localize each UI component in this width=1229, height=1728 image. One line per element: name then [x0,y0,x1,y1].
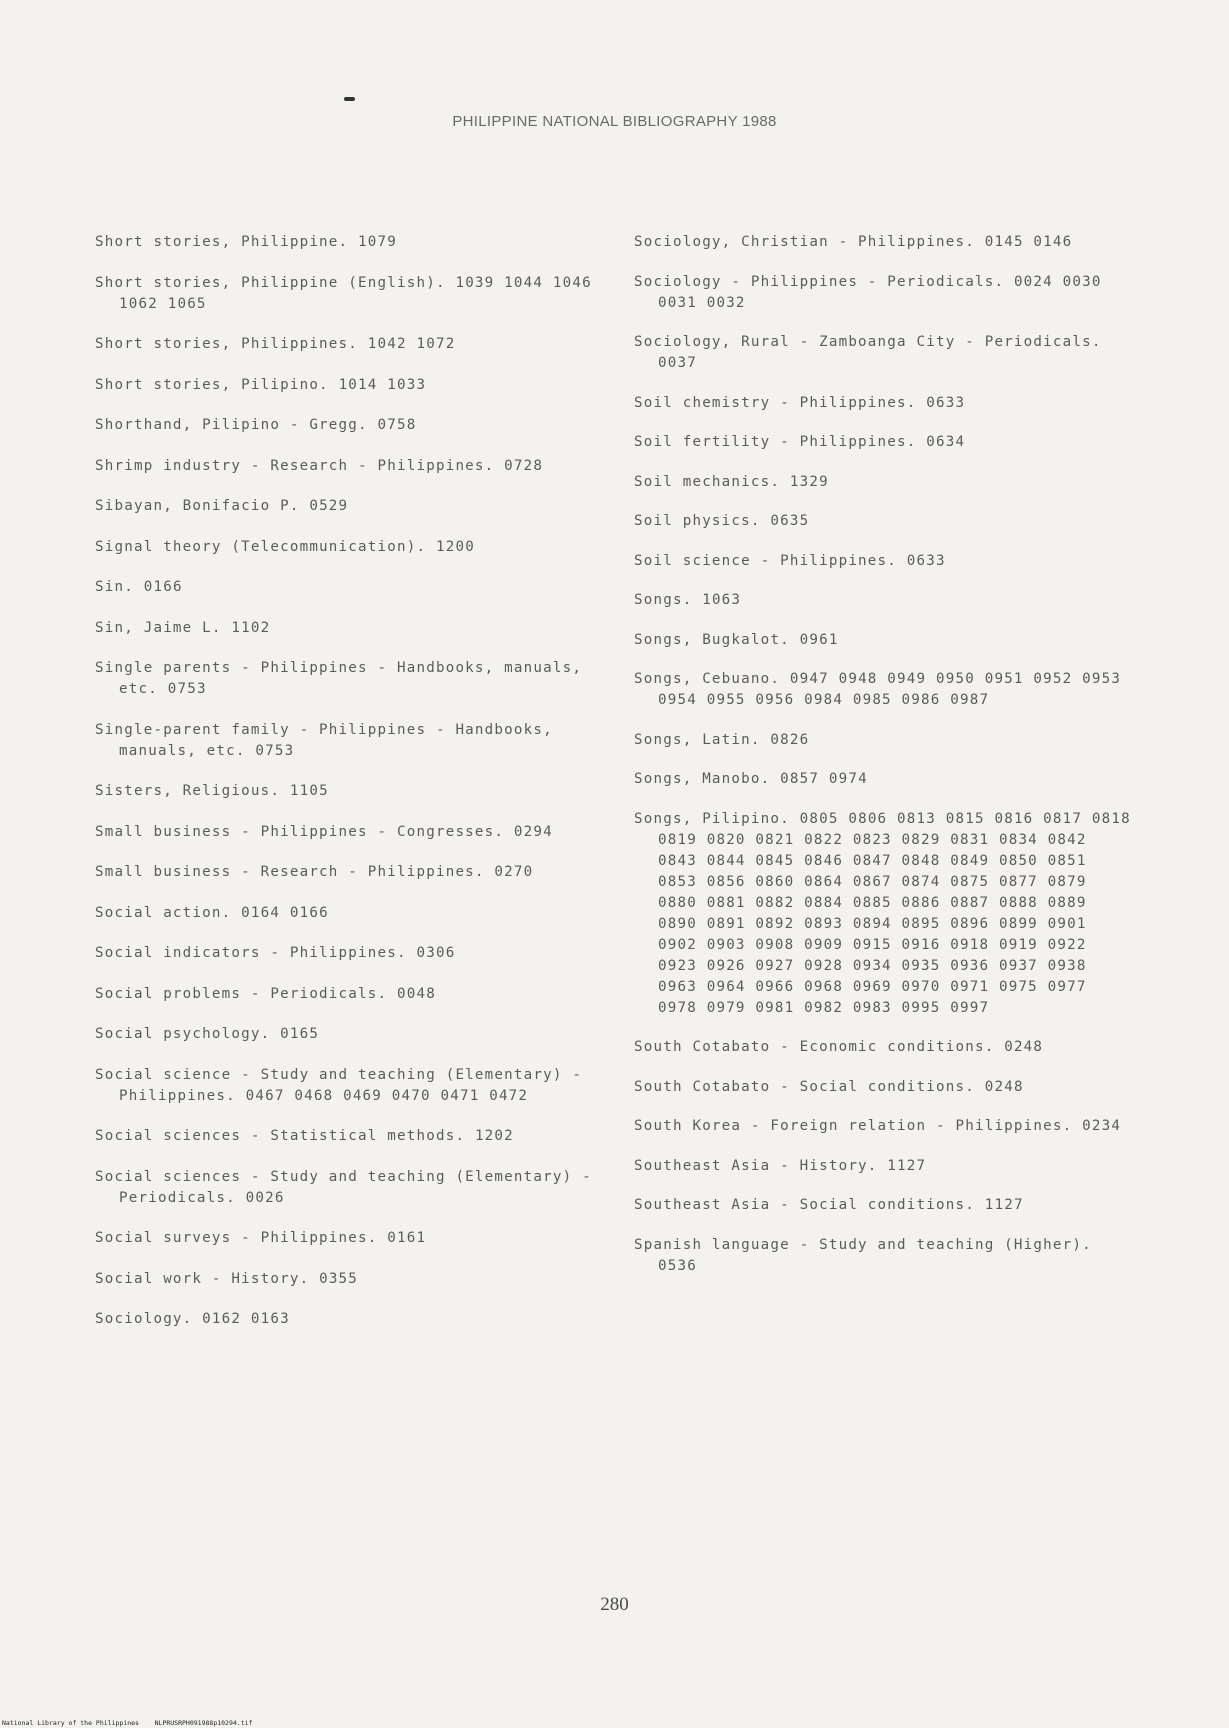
index-entry [95,1024,595,1045]
entry-numbers: 1127 [984,1197,1024,1213]
entry-numbers: 0161 [387,1230,427,1246]
entry-numbers: 0026 [245,1189,285,1206]
entry-numbers: 0294 [513,823,553,840]
entry-numbers: 0270 [494,864,534,880]
entry-heading: Social sciences - Study and teaching (Elementary) - Periodicals. [95,1168,592,1206]
entry-numbers: 1127 [887,1157,927,1174]
entry-heading: Social problems - Periodicals. [95,985,388,1002]
entry-heading: Sisters, Religious. [95,783,281,799]
index-entry [634,332,1134,374]
entry-heading: South Cotabato - Economic conditions. [634,1039,995,1055]
entry-numbers: 0037 [658,355,697,371]
entry-numbers: 0024 0030 0031 0032 [658,273,1102,311]
entry-heading: Sociology. [95,1311,193,1327]
index-entry [634,472,1134,493]
entry-numbers: 0826 [770,731,810,748]
page-header: PHILIPPINE NATIONAL BIBLIOGRAPHY 1988 [452,113,777,130]
entry-numbers: 0165 [280,1026,320,1042]
entry-heading: Sin, Jaime L. [95,619,222,636]
index-entry [95,984,595,1005]
entry-heading: Social sciences - Statistical methods. [95,1128,466,1144]
entry-heading: Single-parent family - Philippines - Handbooks, manuals, etc. [95,721,553,759]
entry-heading: Spanish language - Study and teaching (Higher). [634,1236,1092,1253]
entry-numbers: 0536 [658,1257,697,1274]
entry-heading: Songs. [634,592,693,608]
entry-heading: Small business - Philippines - Congresses. [95,823,505,840]
index-entry [95,496,595,517]
entry-heading: Short stories, Philippines. [95,336,359,352]
entry-heading: Sociology, Christian - Philippines. [634,234,975,250]
entry-numbers: 1039 1044 1046 1062 1065 [119,274,592,312]
entry-numbers: 0805 0806 0813 0815 0816 0817 0818 0819 0820 0821 0822 0823 0829 0831 0834 0842 0843 0844 0845 0846 0847 0848 0849 0850 0851 0853 0856 0860 0864 0867 0874 0875 0877 0879 0880 0881 0882 0884 0885 0886 0887 0888 0889 0890 0891 0892 0893 0894 0895 0896 0899 0901 0902 0903 0908 0909 0915 0916 0918 0919 0922 0923 0926 0927 0928 0934 0935 0936 0937 0938 0963 0964 0966 0968 0969 0970 0971 0975 0977 0978 0979 0981 0982 0983 0995 0997 [658,810,1131,1016]
index-entry [95,273,595,315]
index-entry [634,393,1134,414]
entry-heading: Single parents - Philippines - Handbooks, manuals, etc. [95,660,583,697]
entry-heading: Sociology, Rural - Zamboanga City - Periodicals. [634,334,1102,350]
entry-numbers: 0758 [377,417,417,433]
index-entry [95,1309,595,1330]
index-entry [95,943,595,964]
entry-heading: Social work - History. [95,1270,310,1287]
entry-numbers: 0145 0146 [984,234,1073,250]
index-entry [95,658,595,700]
index-entry [634,730,1134,751]
entry-numbers: 1202 [474,1128,514,1144]
index-entry [95,618,595,639]
entry-heading: Songs, Manobo. [634,771,771,787]
entry-numbers: 0633 [926,394,966,411]
index-entry [95,720,595,762]
index-entry [95,415,595,436]
index-entry [95,1269,595,1290]
entry-numbers: 0857 0974 [780,771,868,787]
entry-numbers: 1329 [789,473,829,490]
index-entry [634,551,1134,572]
index-entry [634,432,1134,453]
index-entry [634,1195,1134,1216]
index-entry [634,1077,1134,1098]
index-entry [95,577,595,598]
entry-heading: South Cotabato - Social conditions. [634,1078,975,1095]
entry-numbers: 0248 [984,1078,1024,1095]
index-entry [95,781,595,802]
entry-heading: Songs, Bugkalot. [634,631,790,648]
index-entry [95,822,595,843]
index-entry [95,537,595,558]
ink-mark [344,97,355,101]
index-entry [634,511,1134,532]
entry-heading: Southeast Asia - History. [634,1157,878,1174]
entry-numbers: 0635 [770,513,810,529]
entry-heading: Social surveys - Philippines. [95,1230,378,1246]
entry-numbers: 0162 0163 [202,1311,290,1327]
entry-numbers: 0166 [143,579,183,595]
entry-heading: Songs, Pilipino. [634,810,790,827]
entry-numbers: 0961 [799,631,839,648]
entry-heading: Short stories, Philippine. [95,234,349,250]
entry-numbers: 0048 [397,985,436,1002]
entry-numbers: 0248 [1004,1039,1044,1055]
index-entry [95,334,595,355]
index-entry [95,375,595,396]
entry-numbers: 0234 [1082,1118,1122,1134]
index-entry [95,232,595,253]
entry-heading: Social science - Study and teaching (Elementary) - Philippines. [95,1066,583,1104]
entry-heading: Shorthand, Pilipino - Gregg. [95,417,368,433]
entry-heading: Southeast Asia - Social conditions. [634,1197,975,1213]
right-column [634,232,1134,1295]
entry-numbers: 0728 [504,457,544,474]
entry-heading: Soil mechanics. [634,473,781,490]
index-entry [634,669,1134,711]
index-entry [634,630,1134,651]
page-number: 280 [600,1594,629,1615]
index-entry [634,1037,1134,1058]
entry-heading: Shrimp industry - Research - Philippines. [95,457,495,474]
index-entry [634,232,1134,253]
entry-numbers: 1014 1033 [338,376,427,393]
entry-numbers: 1079 [358,234,398,250]
entry-numbers: 1063 [702,592,742,608]
entry-numbers: 0355 [319,1270,359,1287]
entry-heading: Soil fertility - Philippines. [634,434,917,450]
entry-heading: Signal theory (Telecommunication). [95,538,427,555]
entry-heading: Social action. [95,904,232,921]
index-entry [634,1116,1134,1137]
entry-heading: Short stories, Philippine (English). [95,274,446,291]
index-entry [634,272,1134,314]
entry-heading: Soil science - Philippines. [634,552,898,569]
index-entry [634,769,1134,790]
entry-numbers: 0306 [416,945,456,961]
left-column [95,232,595,1350]
entry-heading: Sibayan, Bonifacio P. [95,498,300,514]
entry-numbers: 0753 [255,742,295,759]
entry-numbers: 0633 [906,552,946,569]
entry-numbers: 0634 [926,434,966,450]
entry-heading: Soil chemistry - Philippines. [634,394,917,411]
entry-numbers: 1102 [231,619,271,636]
index-entry [95,1167,595,1209]
index-entry [95,1228,595,1249]
entry-numbers: 0529 [309,498,349,514]
index-entry [634,1156,1134,1177]
entry-numbers: 0467 0468 0469 0470 0471 0472 [245,1087,529,1104]
index-entry [634,809,1134,1019]
index-entry [634,1235,1134,1277]
entry-heading: Social indicators - Philippines. [95,945,407,961]
entry-heading: Songs, Cebuano. [634,671,781,687]
scan-footer: National Library of the Philippines NLPRUSRPH091988p10294.tif [2,1719,253,1727]
entry-numbers: 0164 0166 [241,904,329,921]
entry-numbers: 0947 0948 0949 0950 0951 0952 0953 0954 0955 0956 0984 0985 0986 0987 [658,671,1122,708]
entry-heading: Sin. [95,579,134,595]
entry-heading: Small business - Research - Philippines. [95,864,485,880]
index-entry [95,1126,595,1147]
entry-heading: South Korea - Foreign relation - Philippines. [634,1118,1073,1134]
entry-heading: Sociology - Philippines - Periodicals. [634,273,1005,290]
index-entry [95,903,595,924]
index-entry [634,590,1134,611]
entry-numbers: 1042 1072 [367,336,456,352]
entry-heading: Songs, Latin. [634,731,761,748]
entry-heading: Soil physics. [634,513,761,529]
entry-numbers: 0753 [167,681,207,697]
entry-heading: Social psychology. [95,1026,271,1042]
index-entry [95,456,595,477]
index-entry [95,862,595,883]
entry-numbers: 1105 [289,783,329,799]
entry-numbers: 1200 [435,538,475,555]
index-entry [95,1065,595,1107]
entry-heading: Short stories, Pilipino. [95,376,329,393]
